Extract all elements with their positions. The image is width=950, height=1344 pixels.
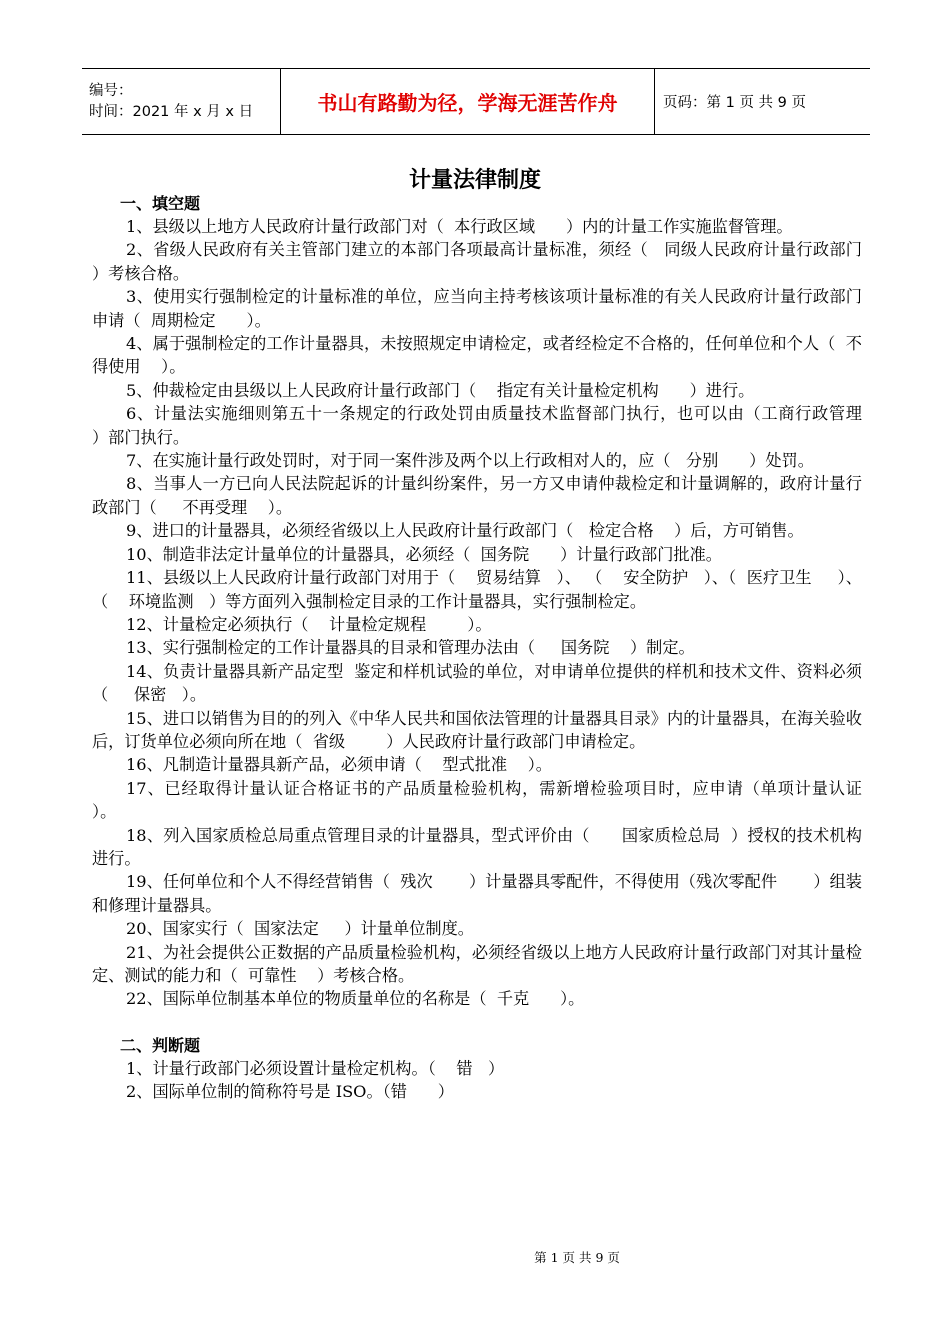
question-item: 11、县级以上人民政府计量行政部门对用于（ 贸易结算 ）、 （ 安全防护 ）、（ 医疗卫生 ）、（ 环境监测 ）等方面列入强制检定目录的工作计量器具，实行强制检定。 [92, 568, 862, 611]
true-false-list [92, 1057, 862, 1104]
question-item: 4、属于强制检定的工作计量器具，未按照规定申请检定，或者经检定不合格的，任何单位和个人（ 不得使用 ）。 [92, 334, 862, 377]
question-item: 21、为社会提供公正数据的产品质量检验机构，必须经省级以上地方人民政府计量行政部门对其计量检定、测试的能力和（ 可靠性 ）考核合格。 [92, 942, 862, 985]
document-title: 计量法律制度 [408, 168, 541, 193]
question-item: 8、当事人一方已向人民法院起诉的计量纠纷案件，另一方又申请仲裁检定和计量调解的，政府计量行政部门（ 不再受理 ）。 [92, 474, 862, 517]
document-number-label: 编号： [89, 82, 133, 99]
fill-blank-list [92, 215, 899, 1011]
document-body [92, 193, 899, 1104]
section-spacer [92, 1011, 862, 1035]
header-page-cell [655, 69, 870, 134]
question-item: 12、计量检定必须执行（ 计量检定规程 ）。 [126, 614, 492, 634]
page-header [82, 68, 870, 135]
section-heading-fill-blank: 一、填空题 [120, 194, 201, 213]
page-number-label: 页码：第 1 页 共 9 页 [663, 95, 806, 111]
question-item: 1、县级以上地方人民政府计量行政部门对（ 本行政区域 ）内的计量工作实施监督管理。 [126, 217, 793, 236]
question-item: 14、负责计量器具新产品定型 鉴定和样机试验的单位，对申请单位提供的样机和技术文件、资料必须（ 保密 ）。 [92, 661, 862, 705]
question-item: 18、列入国家质检总局重点管理目录的计量器具，型式评价由（ 国家质检总局 ）授权的技术机构进行。 [92, 825, 862, 868]
question-item: 9、进口的计量器具，必须经省级以上人民政府计量行政部门（ 检定合格 ）后，方可销售。 [126, 521, 804, 541]
question-item: 22、国际单位制基本单位的物质量单位的名称是（ 千克 ）。 [126, 989, 585, 1009]
question-item: 15、进口以销售为目的的列入《中华人民共和国依法管理的计量器具目录》内的计量器具，在海关验收后，订货单位必须向所在地（ 省级 ）人民政府计量行政部门申请检定。 [92, 708, 862, 751]
question-item: 16、凡制造计量器具新产品，必须申请（ 型式批准 ）。 [126, 755, 552, 775]
document-date: 时间：2021 年 x 月 x 日 [89, 103, 254, 120]
question-item: 7、在实施计量行政处罚时，对于同一案件涉及两个以上行政相对人的，应（ 分别 ）处罚。 [126, 451, 814, 471]
section-heading-true-false: 二、判断题 [120, 1035, 201, 1055]
question-item: 3、使用实行强制检定的计量标准的单位，应当向主持考核该项计量标准的有关人民政府计量行政部门申请（ 周期检定 ）。 [92, 287, 862, 330]
footer-page-number: 第 1 页 共 9 页 [534, 1250, 620, 1265]
question-item: 20、国家实行（ 国家法定 ）计量单位制度。 [126, 919, 474, 939]
question-item: 6、计量法实施细则第五十一条规定的行政处罚由质量技术监督部门执行，也可以由（工商行政管理 ）部门执行。 [92, 404, 899, 447]
header-meta [82, 69, 281, 134]
question-item: 5、仲裁检定由县级以上人民政府计量行政部门（ 指定有关计量检定机构 ）进行。 [126, 380, 755, 400]
page-footer [0, 1248, 950, 1266]
question-item: 13、实行强制检定的工作计量器具的目录和管理办法由（ 国务院 ）制定。 [126, 638, 695, 658]
header-motto: 书山有路勤为径，学海无涯苦作舟 [317, 91, 618, 115]
question-item: 2、省级人民政府有关主管部门建立的本部门各项最高计量标准，须经（ 同级人民政府计量行政部门 ）考核合格。 [92, 240, 888, 283]
question-item: 17、已经取得计量认证合格证书的产品质量检验机构，需新增检验项目时，应申请（单项计量认证 ）。 [92, 778, 899, 822]
question-item: 10、制造非法定计量单位的计量器具，必须经（ 国务院 ）计量行政部门批准。 [126, 544, 722, 564]
question-item: 1、计量行政部门必须设置计量检定机构。（ 错 ） [126, 1058, 505, 1078]
question-item: 2、国际单位制的简称符号是 ISO。（错 ） [126, 1082, 454, 1102]
header-motto-cell [281, 69, 655, 134]
question-item: 19、任何单位和个人不得经营销售（ 残次 ）计量器具零配件，不得使用（残次零配件 ）组装和修理计量器具。 [92, 872, 862, 915]
